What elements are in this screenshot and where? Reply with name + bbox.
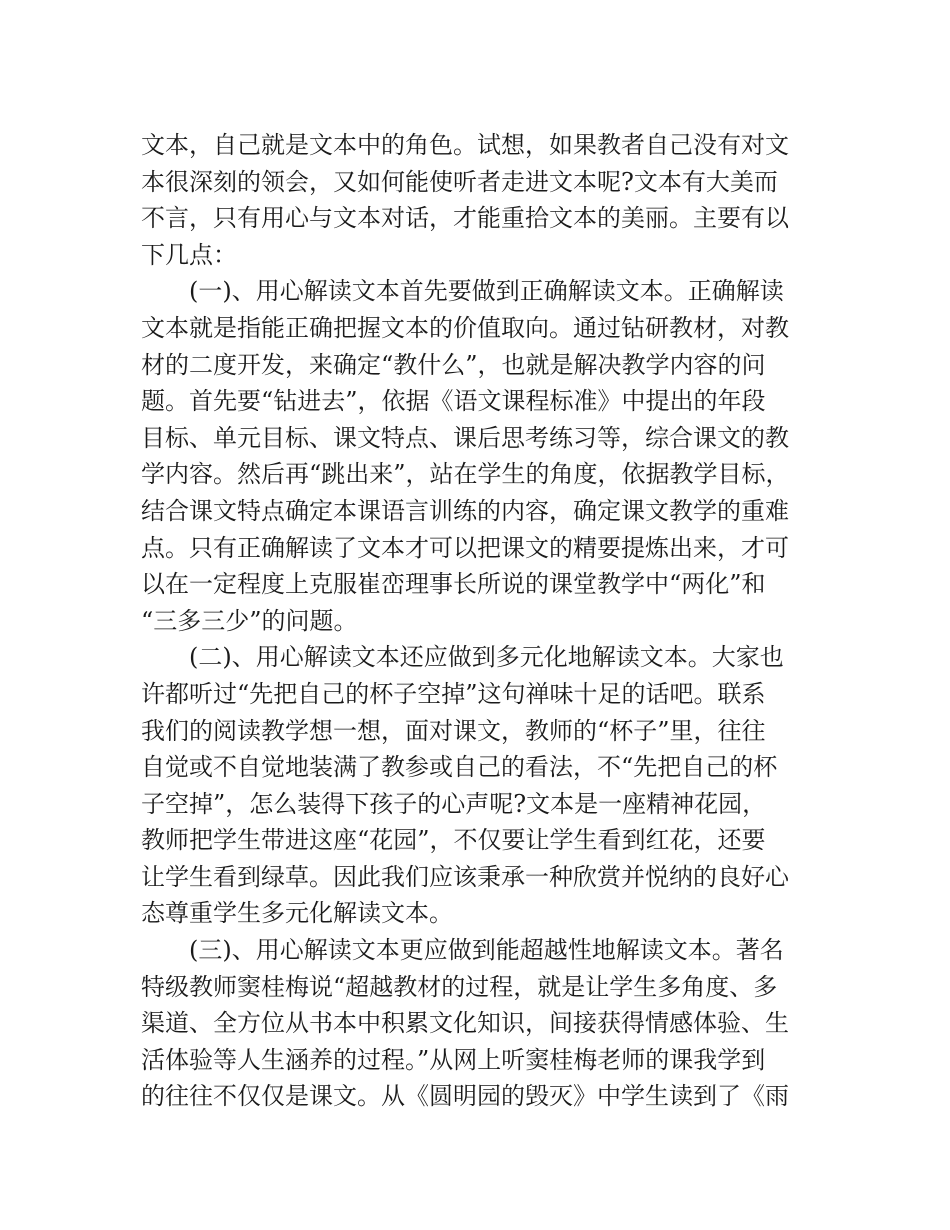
text-line: 不言，只有用心与文本对话，才能重拾文本的美丽。主要有以 <box>141 204 789 233</box>
text-line: 材的二度开发，来确定“教什么”，也就是解决教学内容的问 <box>141 350 766 379</box>
paragraph-start-line: (二)、用心解读文本还应做到多元化地解读文本。大家也 <box>189 643 784 672</box>
document-body <box>141 127 813 1115</box>
text-line: 目标、单元目标、课文特点、课后思考练习等，综合课文的教 <box>141 423 789 452</box>
text-line: 下几点： <box>141 240 237 269</box>
text-line: 渠道、全方位从书本中积累文化知识，间接获得情感体验、生 <box>141 1009 789 1038</box>
text-line: 子空掉”，怎么装得下孩子的心声呢?文本是一座精神花园， <box>141 789 767 818</box>
text-line: 学内容。然后再“跳出来”，站在学生的角度，依据教学目标， <box>141 460 790 489</box>
text-line: “三多三少”的问题。 <box>141 606 358 635</box>
text-line: 我们的阅读教学想一想，面对课文，教师的“杯子”里，往往 <box>141 716 766 745</box>
text-line: 文本，自己就是文本中的角色。试想，如果教者自己没有对文 <box>141 131 789 159</box>
paragraph-start-line: (一)、用心解读文本首先要做到正确解读文本。正确解读 <box>189 277 784 306</box>
text-line: 让学生看到绿草。因此我们应该秉承一种欣赏并悦纳的良好心 <box>141 862 789 891</box>
text-line: 文本就是指能正确把握文本的价值取向。通过钻研教材，对教 <box>141 313 789 342</box>
text-line: 本很深刻的领会，又如何能使听者走进文本呢?文本有大美而 <box>141 167 778 196</box>
text-line: 特级教师窦桂梅说“超越教材的过程，就是让学生多角度、多 <box>141 972 778 1001</box>
text-line: 结合课文特点确定本课语言训练的内容，确定课文教学的重难 <box>141 496 789 525</box>
text-line: 态尊重学生多元化解读文本。 <box>141 899 453 928</box>
text-line: 许都听过“先把自己的杯子空掉”这句禅味十足的话吧。联系 <box>141 679 766 708</box>
paragraph-start-line: (三)、用心解读文本更应做到能超越性地解读文本。著名 <box>189 936 784 965</box>
text-line: 的往往不仅仅是课文。从《圆明园的毁灭》中学生读到了《雨 <box>141 1082 789 1111</box>
text-line: 活体验等人生涵养的过程。”从网上听窦桂梅老师的课我学到 <box>141 1045 766 1074</box>
text-line: 自觉或不自觉地装满了教参或自己的看法，不“先把自己的杯 <box>141 753 778 782</box>
text-line: 教师把学生带进这座“花园”，不仅要让学生看到红花，还要 <box>141 826 766 855</box>
text-line: 点。只有正确解读了文本才可以把课文的精要提炼出来，才可 <box>141 533 789 562</box>
text-line: 以在一定程度上克服崔峦理事长所说的课堂教学中“两化”和 <box>141 570 766 599</box>
text-line: 题。首先要“钻进去”，依据《语文课程标准》中提出的年段 <box>141 387 766 416</box>
